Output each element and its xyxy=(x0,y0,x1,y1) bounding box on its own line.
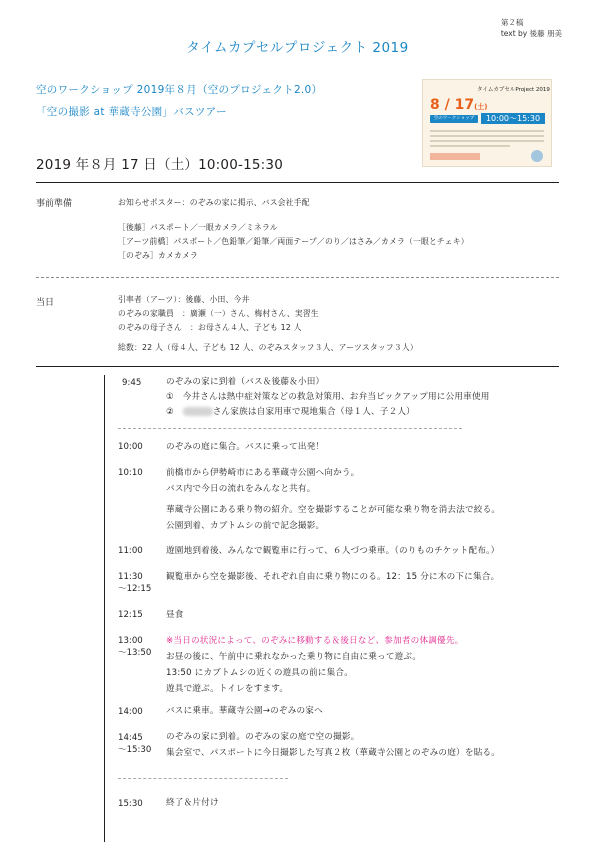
divider-top xyxy=(36,182,559,183)
schedule-time: 10:10 xyxy=(118,468,143,478)
subtitle-bustour: 「空の撮影 at 華蔵寺公園」バスツアー xyxy=(36,106,227,118)
schedule-text: 観覧車から空を撮影後、それぞれ自由に乗り物にのる。12：15 分に木の下に集合。 xyxy=(166,572,500,582)
schedule-text: 集会室で、パスポートに今日撮影した写真２枚（華蔵寺公園とのぞみの庭）を貼る。 xyxy=(166,748,500,758)
schedule-text: 前橋市から伊勢崎市にある華蔵寺公園へ向かう。 xyxy=(166,468,360,478)
schedule-text: 昼食 xyxy=(166,610,184,620)
poster-title: タイムカプセルProject 2019 xyxy=(477,87,550,93)
schedule-time: 15:30 xyxy=(118,799,143,809)
poster-thumbnail xyxy=(422,79,552,167)
day-heading: 当日 xyxy=(36,298,55,308)
schedule-time-end: 〜15:30 xyxy=(118,745,152,755)
schedule-time: 11:00 xyxy=(118,546,143,556)
poster-text-line xyxy=(430,145,510,147)
schedule-time-end: 〜13:50 xyxy=(118,648,152,658)
schedule-divider xyxy=(118,778,288,779)
schedule-time: 9:45 xyxy=(122,378,142,388)
schedule-time: 14:00 xyxy=(118,707,143,717)
schedule-time: 12:15 xyxy=(118,610,143,620)
prep-line: お知らせポスター：のぞみの家に掲示、バス会社手配 xyxy=(118,198,310,207)
poster-text-line xyxy=(430,135,544,137)
day-line: のぞみの母子さん ：お母さん４人、子ども 12 人 xyxy=(118,323,302,332)
day-line: のぞみの家職員 ：廣瀬（一）さん、梅村さん、実習生 xyxy=(118,309,319,318)
document-title: タイムカプセルプロジェクト 2019 xyxy=(186,40,409,56)
poster-tag: 空のワークショップ xyxy=(430,115,478,123)
event-date: 2019 年８月 17 日（土）10:00-15:30 xyxy=(36,157,283,173)
schedule-highlight-note: ※当日の状況によって、のぞみに移動する＆後日など、参加者の体調優先。 xyxy=(166,636,464,646)
day-line: 総数：22 人（母４人、子ども 12 人、のぞみスタッフ３人、アーツスタッフ３人） xyxy=(118,343,418,352)
poster-text-line xyxy=(430,140,544,142)
subtitle-workshop: 空のワークショップ 2019年８月（空のプロジェクト2.0） xyxy=(36,84,323,96)
schedule-text: のぞみの家に到着。のぞみの家の庭で空の撮影。 xyxy=(166,732,360,742)
schedule-vertical-line xyxy=(104,375,105,842)
schedule-text: 公園到着、カブトムシの前で記念撮影。 xyxy=(166,521,325,531)
poster-time: 10:00〜15:30 xyxy=(481,113,545,124)
issue-number: 第２稿 xyxy=(500,18,524,27)
schedule-text: ② さん家族は自家用車で現地集合（母１人、子２人） xyxy=(166,407,415,417)
schedule-text: お昼の後に、午前中に乗れなかった乗り物に自由に乗って遊ぶ。 xyxy=(166,652,422,662)
poster-text-line xyxy=(430,130,544,132)
schedule-text: のぞみの家に到着（バス＆後藤＆小田） xyxy=(166,377,325,387)
schedule-text: 遊具で遊ぶ。トイレをすます。 xyxy=(166,684,289,694)
poster-logo-icon xyxy=(531,150,543,162)
schedule-text: 13:50 にカブトムシの近くの遊具の前に集合。 xyxy=(166,668,353,678)
schedule-text: 終了＆片付け xyxy=(166,798,219,808)
schedule-divider xyxy=(118,428,462,429)
schedule-text: バスに乗車。華蔵寺公園→のぞみの家へ xyxy=(166,706,323,716)
day-line: 引率者（アーツ）：後藤、小田、今井 xyxy=(118,295,250,304)
prep-line: ［後藤］パスポート／一眼カメラ／ミネラル xyxy=(118,223,278,232)
schedule-time-end: 〜12:15 xyxy=(118,584,152,594)
schedule-text: のぞみの庭に集合。バスに乗って出発！ xyxy=(166,442,325,452)
schedule-time: 14:45 xyxy=(118,733,143,743)
author-credit: text by 後藤 朋美 xyxy=(500,29,562,38)
schedule-text: ① 今井さんは熱中症対策などの救急対策用、お弁当ピックアップ用に公用車使用 xyxy=(166,392,490,402)
prep-line: ［のぞみ］カメカメラ xyxy=(118,251,198,260)
schedule-time: 10:00 xyxy=(118,442,143,452)
poster-footer xyxy=(430,153,480,160)
poster-date: 8 / 17(土) xyxy=(430,97,488,113)
divider-day xyxy=(36,366,559,367)
divider-prep xyxy=(36,277,559,278)
schedule-time: 11:30 xyxy=(118,572,143,582)
prep-line: ［アーツ前橋］パスポート／色鉛筆／鉛筆／両面テープ／のり／はさみ／カメラ（一眼とチェキ） xyxy=(118,237,469,246)
schedule-time: 13:00 xyxy=(118,636,143,646)
schedule-text: 華蔵寺公園にある乗り物の紹介。空を撮影することが可能な乗り物を消去法で絞る。 xyxy=(166,505,501,515)
prep-heading: 事前準備 xyxy=(36,199,73,209)
redacted-name xyxy=(183,407,213,416)
schedule-text: バス内で今日の流れをみんなと共有。 xyxy=(166,484,316,494)
schedule-text: 遊園地到着後、みんなで観覧車に行って、６人づつ乗車。（のりものチケット配布。） xyxy=(166,546,500,556)
